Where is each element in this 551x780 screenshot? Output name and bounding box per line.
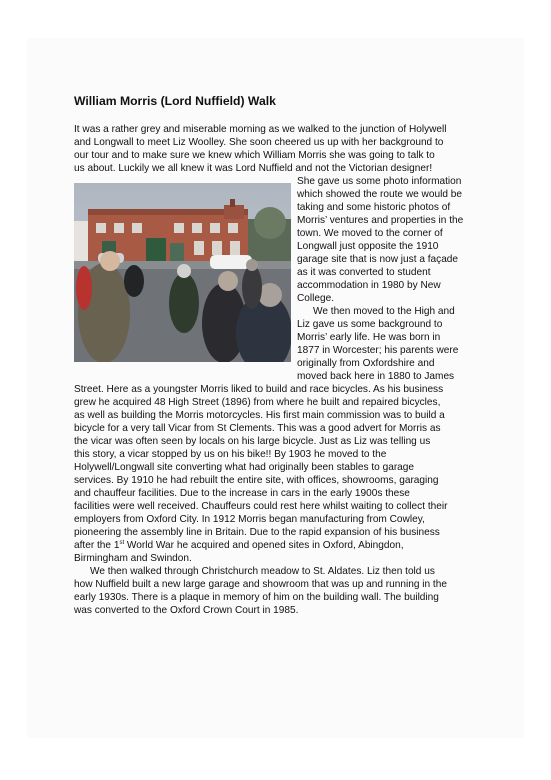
group-photo: [74, 183, 291, 362]
text-line: as well as building the Morris motorcycles. His first main commission was to build a: [74, 410, 445, 421]
text-line: Longwall just opposite the 1910: [297, 241, 439, 252]
text-line: services. By 1910 he had rebuilt the entire site, with offices, showrooms, garaging: [74, 475, 439, 486]
text-line: facilities were well received. Chauffeurs could rest here whilst waiting to collect their: [74, 501, 448, 512]
text-line: town. We moved to the corner of: [297, 228, 443, 239]
text-line: Holywell/Longwall site converting what had originally been stables to garage: [74, 462, 415, 473]
text-line: College.: [297, 293, 335, 304]
text-line: Street. Here as a youngster Morris liked to build and race bicycles. As his business: [74, 384, 444, 395]
text-line: We then walked through Christchurch meadow to St. Aldates. Liz then told us: [90, 566, 435, 577]
text-line: how Nuffield built a new large garage and showroom that was up and running in the: [74, 579, 447, 590]
text-line: taking and some historic photos of: [297, 202, 451, 213]
text-line: Morris’ ventures and properties in the: [297, 215, 464, 226]
text-line: employers from Oxford City. In 1912 Morris began manufacturing from Cowley,: [74, 514, 425, 525]
text-line: Morris’ early life. He was born in: [297, 332, 441, 343]
text-span: after the 1: [74, 540, 120, 551]
text-line: early 1930s. There is a plaque in memory of him on the building wall. The building: [74, 592, 439, 603]
text-line: our tour and to make sure we knew which William Morris she was going to talk to: [74, 150, 435, 161]
text-line: us about. Luckily we all knew it was Lord Nuffield and not the Victorian designer!: [74, 163, 433, 174]
text-line: the vicar was often seen by locals on his large bicycle. Just as Liz was telling us: [74, 436, 431, 447]
text-line: It was a rather grey and miserable morning as we walked to the junction of Holywell: [74, 124, 447, 135]
text-line: as it was converted to student: [297, 267, 431, 278]
text-line: garage site that is now just a façade: [297, 254, 459, 265]
article-title: William Morris (Lord Nuffield) Walk: [74, 94, 276, 108]
text-line: Liz gave us some background to: [297, 319, 443, 330]
text-line: 1877 in Worcester; his parents were: [297, 345, 459, 356]
text-line: Birmingham and Swindon.: [74, 553, 192, 564]
ordinal-superscript: st: [119, 540, 125, 546]
text-line: originally from Oxfordshire and: [297, 358, 435, 369]
text-line: grew he acquired 48 High Street (1896) from where he built and repaired bicycles,: [74, 397, 441, 408]
text-line: We then moved to the High and: [313, 306, 455, 317]
text-line: and Longwall to meet Liz Woolley. She soon cheered us up with her background to: [74, 137, 444, 148]
text-line: bicycle for a very tall Vicar from St Clements. This was a good advert for Morris as: [74, 423, 441, 434]
text-line: accommodation in 1980 by New: [297, 280, 441, 291]
text-line: [74, 539, 404, 552]
text-line: She gave us some photo information: [297, 176, 462, 187]
text-span: World War he acquired and opened sites in Oxford, Abingdon,: [124, 540, 404, 551]
text-line: was converted to the Oxford Crown Court in 1985.: [74, 605, 299, 616]
text-line: pioneering the assembly line in Britain. Due to the rapid expansion of his business: [74, 527, 440, 538]
text-line: and chauffeur facilities. Due to the increase in cars in the early 1900s these: [74, 488, 410, 499]
text-line: which showed the route we would be: [297, 189, 462, 200]
text-line: moved back here in 1880 to James: [297, 371, 455, 382]
text-line: this story, a vicar stopped by us on his bike!! By 1903 he moved to the: [74, 449, 387, 460]
